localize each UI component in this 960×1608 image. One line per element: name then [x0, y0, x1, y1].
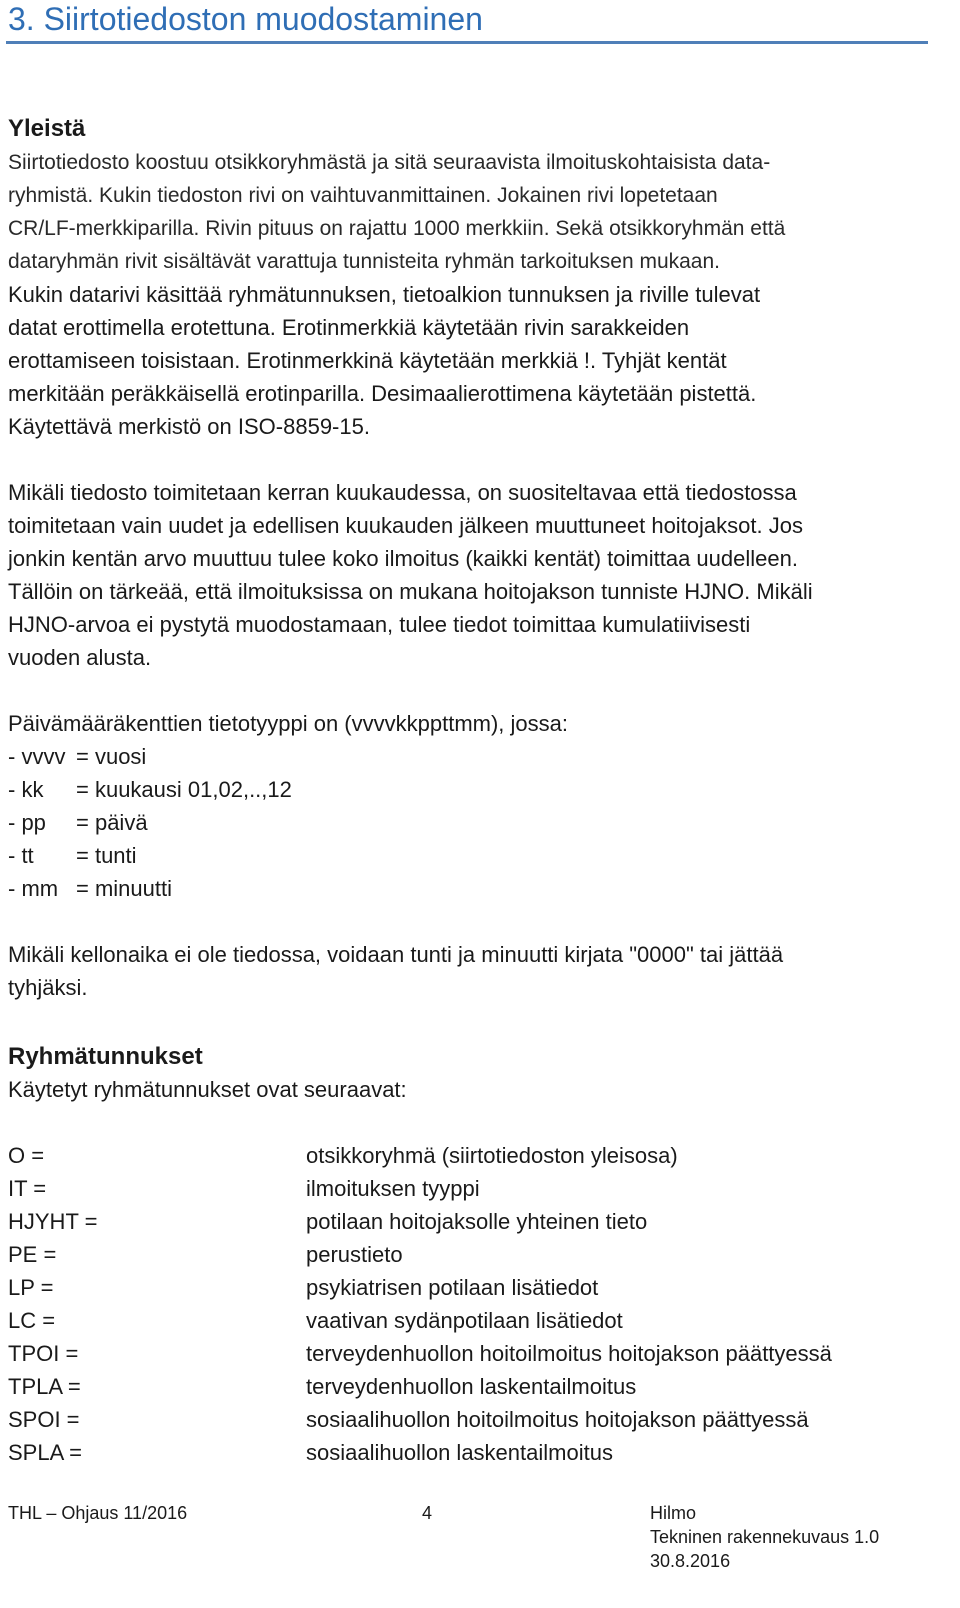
group-row [8, 1405, 809, 1435]
date-format-code: - tt [8, 843, 34, 868]
general-paragraph-line: Siirtotiedosto koostuu otsikkoryhmästä ja sitä seuraavista ilmoituskohtaisista data- [8, 151, 771, 174]
date-format-desc: = minuutti [76, 876, 172, 901]
group-code: SPLA = [8, 1440, 83, 1465]
date-format-item [8, 775, 292, 805]
group-row [8, 1306, 623, 1336]
date-format-desc: = päivä [76, 810, 148, 835]
general-paragraph-line: Kukin datarivi käsittää ryhmätunnuksen, tietoalkion tunnuksen ja riville tulevat [8, 282, 761, 307]
group-code: LC = [8, 1308, 56, 1333]
page-heading: 3. Siirtotiedoston muodostaminen [8, 1, 483, 37]
group-code: TPLA = [8, 1374, 81, 1399]
date-format-desc: = vuosi [76, 744, 147, 769]
footer-date: 30.8.2016 [650, 1551, 731, 1571]
general-paragraph-line: dataryhmän rivit sisältävät varattuja tunnisteita ryhmän tarkoituksen mukaan. [8, 250, 721, 273]
group-code: PE = [8, 1242, 57, 1267]
time-note-line: Mikäli kellonaika ei ole tiedossa, voidaan tunti ja minuutti kirjata "0000" tai jättää [8, 942, 784, 967]
monthly-paragraph-line: HJNO-arvoa ei pystytä muodostamaan, tulee tiedot toimittaa kumulatiivisesti [8, 612, 751, 637]
group-desc: psykiatrisen potilaan lisätiedot [306, 1275, 599, 1300]
date-format-code: - mm [8, 876, 59, 901]
footer-page-number: 4 [422, 1503, 433, 1523]
group-code: HJYHT = [8, 1209, 98, 1234]
monthly-paragraph-line: toimitetaan vain uudet ja edellisen kuukauden jälkeen muuttuneet hoitojaksot. Jos [8, 513, 803, 538]
group-row [8, 1372, 636, 1402]
group-code: SPOI = [8, 1407, 80, 1432]
group-row [8, 1240, 403, 1270]
group-desc: ilmoituksen tyyppi [306, 1176, 480, 1201]
group-row [8, 1438, 613, 1468]
date-format-desc: = kuukausi 01,02,..,12 [76, 777, 292, 802]
date-format-item [8, 742, 146, 772]
group-desc: sosiaalihuollon hoitoilmoitus hoitojakson päättyessä [306, 1407, 809, 1432]
section-title-general: Yleistä [8, 115, 86, 142]
general-paragraph-line: CR/LF-merkkiparilla. Rivin pituus on rajattu 1000 merkkiin. Sekä otsikkoryhmän että [8, 217, 786, 240]
group-desc: vaativan sydänpotilaan lisätiedot [306, 1308, 623, 1333]
general-paragraph-line: erottamiseen toisistaan. Erotinmerkkinä käytetään merkkiä !. Tyhjät kentät [8, 348, 727, 373]
groups-intro: Käytetyt ryhmätunnukset ovat seuraavat: [8, 1077, 407, 1102]
group-code: O = [8, 1143, 45, 1168]
general-paragraph-line: datat erottimella erotettuna. Erotinmerkkiä käytetään rivin sarakkeiden [8, 315, 690, 340]
group-row [8, 1273, 598, 1303]
date-format-code: - vvvv [8, 744, 66, 769]
date-format-item [8, 874, 172, 904]
group-desc: potilaan hoitojaksolle yhteinen tieto [306, 1209, 648, 1234]
monthly-paragraph-line: jonkin kentän arvo muuttuu tulee koko ilmoitus (kaikki kentät) toimittaa uudelleen. [8, 546, 798, 571]
group-desc: otsikkoryhmä (siirtotiedoston yleisosa) [306, 1143, 678, 1168]
date-format-item [8, 841, 137, 871]
general-paragraph-line: merkitään peräkkäisellä erotinparilla. Desimaalierottimena käytetään pistettä. [8, 381, 757, 406]
date-format-code: - kk [8, 777, 44, 802]
time-note-line: tyhjäksi. [8, 975, 88, 1000]
footer-organization: THL – Ohjaus 11/2016 [8, 1503, 188, 1523]
group-desc: perustieto [306, 1242, 403, 1267]
group-desc: sosiaalihuollon laskentailmoitus [306, 1440, 613, 1465]
section-title-groups: Ryhmätunnukset [8, 1043, 203, 1070]
group-row [8, 1339, 832, 1369]
footer-product: Hilmo [650, 1503, 697, 1523]
group-code: TPOI = [8, 1341, 79, 1366]
group-code: IT = [8, 1176, 47, 1201]
date-format-intro: Päivämääräkenttien tietotyyppi on (vvvvkkppttmm), jossa: [8, 711, 569, 736]
general-paragraph-line: ryhmistä. Kukin tiedoston rivi on vaihtuvanmittainen. Jokainen rivi lopetetaan [8, 184, 718, 207]
date-format-code: - pp [8, 810, 46, 835]
monthly-paragraph-line: Tällöin on tärkeää, että ilmoituksissa on mukana hoitojakson tunniste HJNO. Mikäli [8, 579, 813, 604]
monthly-paragraph-line: Mikäli tiedosto toimitetaan kerran kuukaudessa, on suositeltavaa että tiedostossa [8, 480, 797, 505]
date-format-desc: = tunti [76, 843, 137, 868]
heading-divider [6, 41, 928, 44]
group-code: LP = [8, 1275, 54, 1300]
date-format-item [8, 808, 148, 838]
monthly-paragraph-line: vuoden alusta. [8, 645, 152, 670]
group-desc: terveydenhuollon laskentailmoitus [306, 1374, 637, 1399]
group-row [8, 1141, 678, 1171]
group-row [8, 1174, 480, 1204]
group-row [8, 1207, 647, 1237]
general-paragraph-line: Käytettävä merkistö on ISO-8859-15. [8, 414, 370, 439]
footer-document-title: Tekninen rakennekuvaus 1.0 [650, 1527, 880, 1547]
group-desc: terveydenhuollon hoitoilmoitus hoitojakson päättyessä [306, 1341, 832, 1366]
